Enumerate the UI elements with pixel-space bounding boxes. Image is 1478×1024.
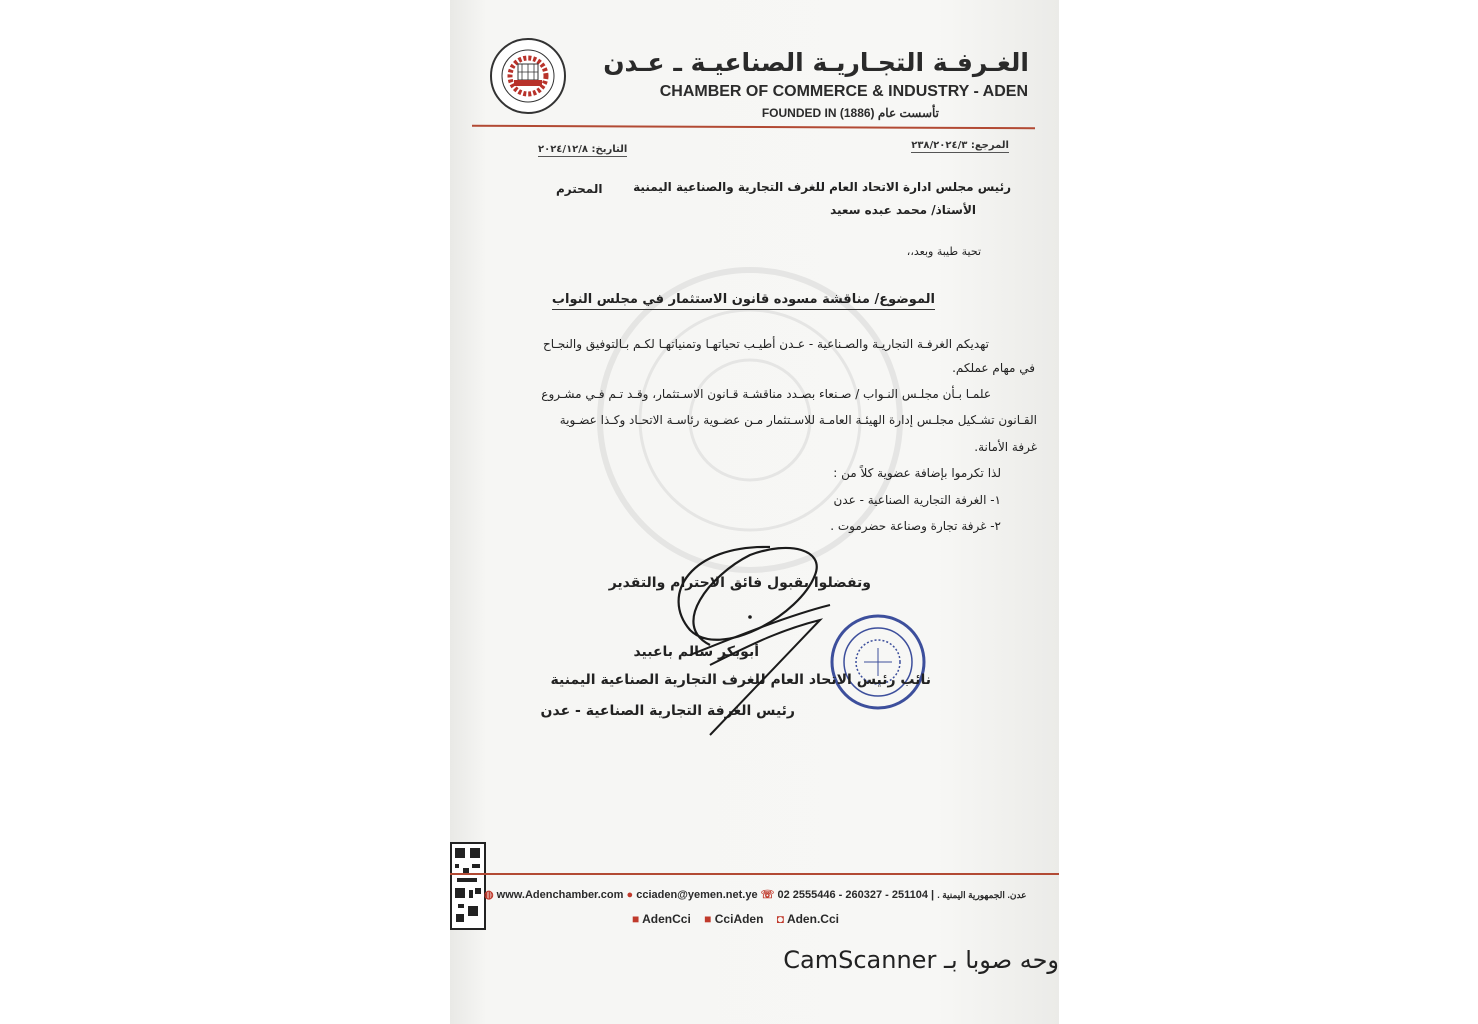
footer-phones: 02 2555446 - 260327 - 251104 xyxy=(777,889,928,901)
recipient-honorific: المحترم xyxy=(556,182,603,196)
footer-separator: | xyxy=(931,889,935,901)
body-paragraph-2-line-1: علمـا بـأن مجلـس النـواب / صـنعاء بصـدد مناقشـة قـانون الاسـتثمار، وقـد تـم فـي مشـروع xyxy=(541,387,991,401)
footer-email[interactable]: cciaden@yemen.net.ye xyxy=(636,889,758,901)
signatory-title-1: نائب رئيس الاتحاد العام للغرف التجارية الصناعية اليمنية xyxy=(550,672,931,688)
closing-line: وتفضلوا بقبول فائق الاحترام والتقدير xyxy=(608,575,871,591)
founded-year: FOUNDED IN (1886) تأسست عام xyxy=(761,106,939,120)
list-item-1: ١- الغرفة التجارية الصناعية - عدن xyxy=(833,493,1001,507)
twitter-icon: ■ xyxy=(632,912,640,926)
footer-contact-row xyxy=(484,888,1027,901)
footer-website[interactable]: www.Adenchamber.com xyxy=(496,889,624,901)
globe-icon: ◍ xyxy=(484,889,494,901)
signatory-name: أبوبكر سالم باعبيد xyxy=(633,644,759,660)
letter-page xyxy=(450,0,1059,1024)
email-icon: ● xyxy=(626,889,634,901)
footer-twitter[interactable]: AdenCci xyxy=(642,912,691,926)
footer-facebook[interactable]: CciAden xyxy=(714,912,764,926)
letter-date: التاريخ: ٢٠٢٤/١٢/٨ xyxy=(538,144,628,155)
recipient-name: الأستاذ/ محمد عبده سعيد xyxy=(830,203,976,217)
phone-icon: ☏ xyxy=(760,889,775,901)
facebook-icon: ■ xyxy=(704,912,712,926)
footer-address: عدن. الجمهورية اليمنية . xyxy=(937,890,1027,900)
header-rule xyxy=(472,125,1035,129)
camscanner-watermark: وحه صوبا بـ CamScanner xyxy=(783,946,1059,974)
chamber-logo xyxy=(488,36,568,116)
body-paragraph-1-line-2: في مهام عملكم. xyxy=(952,361,1035,375)
body-paragraph-2-line-3: غرفة الأمانة. xyxy=(974,440,1037,454)
footer-social-row xyxy=(632,912,839,926)
qr-code[interactable] xyxy=(450,842,486,930)
handwritten-signature xyxy=(650,535,850,745)
chamber-name-arabic: الغـرفـة التجـاريـة الصناعيـة ـ عـدن xyxy=(603,48,1029,77)
footer-rule xyxy=(450,873,1059,875)
signatory-title-2: رئيس الغرفة التجارية الصناعية - عدن xyxy=(540,703,795,719)
subject-line: الموضوع/ مناقشة مسوده قانون الاستثمار في مجلس النواب xyxy=(552,292,935,310)
recipient-title: رئيس مجلس ادارة الاتحاد العام للغرف التجارية والصناعية اليمنية xyxy=(633,180,1011,194)
footer-instagram[interactable]: Aden.Cci xyxy=(786,912,839,926)
chamber-name-english: CHAMBER OF COMMERCE & INDUSTRY - ADEN xyxy=(659,83,1028,100)
reference-number: المرجع: ٢٣٨/٢٠٢٤/٣ xyxy=(911,140,1009,151)
body-paragraph-1-line-1: تهديكم الغرفـة التجاريـة والصـناعية - عـدن أطيـب تحياتهـا وتمنياتهـا لكـم بـالتوفيق والنجـاح xyxy=(542,337,989,351)
instagram-icon: ◘ xyxy=(776,912,785,926)
list-item-2: ٢- غرفة تجارة وصناعة حضرموت . xyxy=(830,519,1001,533)
body-paragraph-2-line-2: القـانون تشـكيل مجلـس إدارة الهيئـة العامـة للاسـتثمار مـن عضـوية رئاسـة الاتحـاد وكـذا عضـوية xyxy=(559,413,1037,427)
greeting: تحية طيبة وبعد،، xyxy=(906,245,981,258)
body-request: لذا تكرموا بإضافة عضوية كلاً من : xyxy=(833,466,1001,480)
